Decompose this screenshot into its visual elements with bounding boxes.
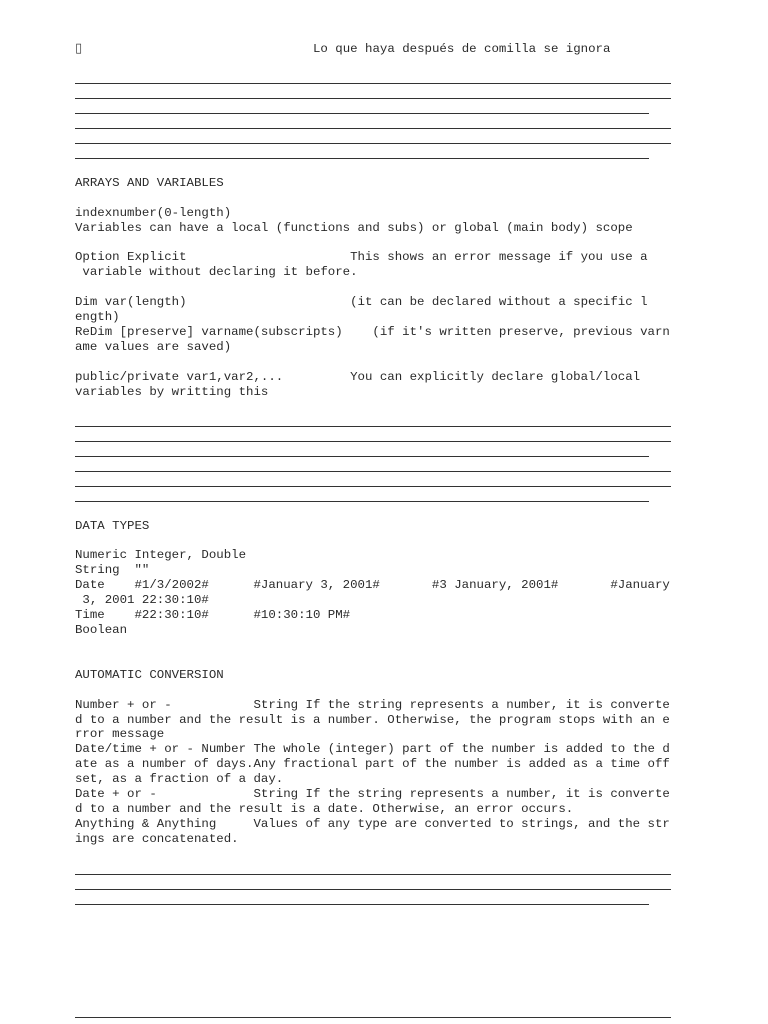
text-line: variables by writting this: [75, 385, 269, 399]
text-line: Time #22:30:10# #10:30:10 PM#: [75, 608, 351, 622]
section-title-arrays: ARRAYS AND VARIABLES: [75, 176, 224, 190]
text-line: indexnumber(0-length): [75, 206, 232, 220]
separator-line: [75, 874, 671, 875]
comment-note: Lo que haya después de comilla se ignora: [313, 42, 611, 56]
separator-line: [75, 83, 671, 84]
text-line: public/private var1,var2,... You can explicitly declare global/local: [75, 370, 641, 384]
separator-line: [75, 904, 649, 905]
text-line: Anything & Anything Values of any type are converted to strings, and the str: [75, 817, 670, 831]
separator-line: [75, 158, 649, 159]
text-line: Option Explicit This shows an error message if you use a: [75, 250, 648, 264]
separator-line: [75, 426, 671, 427]
text-line: 3, 2001 22:30:10#: [75, 593, 209, 607]
text-line: String "": [75, 563, 150, 577]
text-line: Date #1/3/2002# #January 3, 2001# #3 January, 2001# #January: [75, 578, 670, 592]
section-title-data-types: DATA TYPES: [75, 519, 150, 533]
separator-line: [75, 501, 649, 502]
text-line: ReDim [preserve] varname(subscripts) (if it's written preserve, previous varn: [75, 325, 670, 339]
text-line: ate as a number of days.Any fractional part of the number is added as a time off: [75, 757, 670, 771]
separator-line: [75, 113, 649, 114]
separator-line: [75, 128, 671, 129]
text-line: Numeric Integer, Double: [75, 548, 247, 562]
text-line: Boolean: [75, 623, 128, 637]
text-line: Variables can have a local (functions and subs) or global (main body) scope: [75, 221, 633, 235]
text-line: rror message: [75, 727, 165, 741]
text-line: Number + or - String If the string represents a number, it is converte: [75, 698, 670, 712]
text-line: d to a number and the result is a date. Otherwise, an error occurs.: [75, 802, 574, 816]
separator-line: [75, 98, 671, 99]
separator-line: [75, 486, 671, 487]
separator-line: [75, 441, 671, 442]
text-line: Date + or - String If the string represents a number, it is converte: [75, 787, 670, 801]
separator-line: [75, 456, 649, 457]
text-line: Date/time + or - Number The whole (integer) part of the number is added to the d: [75, 742, 670, 756]
text-line: set, as a fraction of a day.: [75, 772, 284, 786]
text-line: ings are concatenated.: [75, 832, 239, 846]
separator-line: [75, 143, 671, 144]
separator-line: [75, 471, 671, 472]
text-line: variable without declaring it before.: [75, 265, 358, 279]
text-line: ame values are saved): [75, 340, 232, 354]
text-line: ength): [75, 310, 120, 324]
separator-line: [75, 889, 671, 890]
section-title-conversion: AUTOMATIC CONVERSION: [75, 668, 224, 682]
text-line: Dim var(length) (it can be declared without a specific l: [75, 295, 648, 309]
text-line: d to a number and the result is a number. Otherwise, the program stops with an e: [75, 713, 670, 727]
page-bottom-line: [75, 1017, 671, 1018]
missing-glyph-icon: ▯: [75, 41, 83, 56]
